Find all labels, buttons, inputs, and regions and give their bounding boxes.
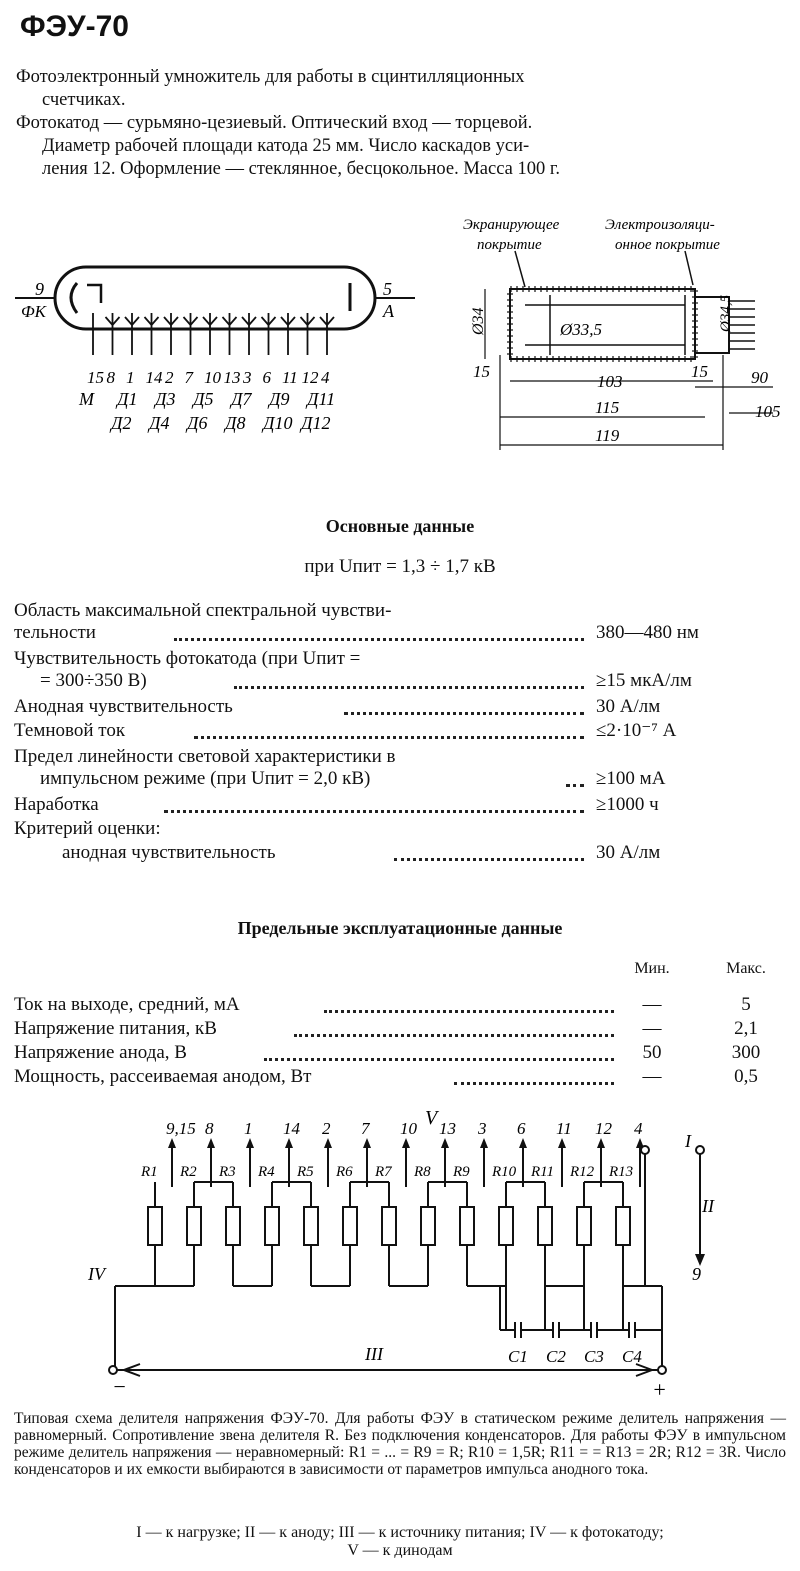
pin-number: 8	[106, 368, 115, 387]
right-electrode-label: А	[383, 301, 394, 321]
legend-line: I — к нагрузке; II — к аноду; III — к источнику питания; IV — к фотокатоду;	[136, 1524, 664, 1541]
intro-line: Фотоэлектронный умножитель для работы в сцинтилляционных	[16, 67, 525, 87]
dynode-label: Д7	[231, 389, 252, 409]
limit-min: —	[642, 1018, 662, 1039]
label-plus: +	[652, 1377, 667, 1402]
dim-90: 90	[751, 368, 768, 387]
resistor-label: R2	[180, 1164, 197, 1180]
spec-row	[14, 842, 754, 864]
resistor-label: R4	[258, 1164, 275, 1180]
label-III: III	[365, 1344, 383, 1364]
dynode-label: Д12	[301, 413, 331, 433]
plus-terminal	[658, 1366, 666, 1374]
pin-number-row	[87, 368, 330, 387]
label-9: 9	[692, 1264, 701, 1284]
spec-label: Чувствительность фотокатода (при Uпит =	[14, 648, 361, 669]
tube-pinout-diagram	[15, 255, 415, 445]
resistor	[421, 1207, 435, 1245]
dynode-label: Д2	[111, 413, 132, 433]
dynode-label: Д11	[307, 389, 336, 409]
pin-number: 11	[282, 368, 298, 387]
capacitor-label: C4	[622, 1347, 642, 1366]
spec-row	[14, 818, 754, 840]
pin-number: 3	[243, 368, 252, 387]
insulating-coating-label-2: онное покрытие	[615, 237, 720, 253]
pin-number: 4	[321, 368, 330, 387]
pin-number: 2	[165, 368, 174, 387]
limit-row	[14, 1018, 784, 1040]
dynode-label: Д10	[263, 413, 293, 433]
spec-row	[14, 720, 754, 742]
pin-label: 6	[517, 1119, 526, 1138]
dim-103: 103	[597, 372, 623, 391]
pin-number: 7	[184, 368, 193, 387]
intro-text	[16, 66, 786, 181]
limit-max: 5	[741, 994, 751, 1015]
intro-line: ления 12. Оформление — стеклянное, бесцокольное. Масса 100 г.	[42, 159, 560, 179]
spec-value: ≥15 мкА/лм	[596, 670, 692, 691]
capacitor-label: C3	[584, 1347, 604, 1366]
spec-label: = 300÷350 В)	[40, 670, 147, 691]
limit-row	[14, 1042, 784, 1064]
focusing-electrode	[87, 285, 101, 303]
limit-max: 0,5	[734, 1066, 758, 1087]
resistor-label: R6	[336, 1164, 353, 1180]
spec-value: 30 А/лм	[596, 696, 661, 717]
spec-label: импульсном режиме (при Uпит = 2,0 кВ)	[40, 768, 371, 789]
resistor-label: R9	[453, 1164, 470, 1180]
intro-line: счетчиках.	[42, 90, 126, 110]
right-pin-label: 5	[383, 279, 392, 299]
resistor	[265, 1207, 279, 1245]
label-IV: IV	[88, 1264, 105, 1284]
limit-row	[14, 994, 784, 1016]
pin-arrow	[519, 1138, 527, 1148]
limit-label: Мощность, рассеиваемая анодом, Вт	[14, 1066, 312, 1087]
pin-arrow	[246, 1138, 254, 1148]
spec-row	[14, 600, 754, 644]
pin-label: 4	[634, 1119, 643, 1138]
tube-pins	[93, 313, 334, 355]
spec-label: Анодная чувствительность	[14, 696, 233, 717]
pin-arrow	[558, 1138, 566, 1148]
pin-label: 8	[205, 1119, 214, 1138]
resistor-label: R1	[141, 1164, 158, 1180]
pin-label: 12	[595, 1119, 612, 1138]
spec-label: анодная чувствительность	[62, 842, 276, 863]
dim-119: 119	[595, 426, 620, 445]
spec-value: 30 А/лм	[596, 842, 661, 863]
pin-label: 10	[400, 1119, 417, 1138]
pin-arrow	[285, 1138, 293, 1148]
resistor	[616, 1207, 630, 1245]
dynode-label: Д6	[187, 413, 208, 433]
pin-arrow	[597, 1138, 605, 1148]
dim-15b: 15	[691, 362, 708, 381]
resistor	[382, 1207, 396, 1245]
pin-label: 14	[283, 1119, 300, 1138]
limit-max: 2,1	[734, 1018, 758, 1039]
resistor-label: R11	[531, 1164, 555, 1180]
resistor-label: R3	[219, 1164, 236, 1180]
label-II: II	[702, 1196, 714, 1216]
pin-arrow	[441, 1138, 449, 1148]
resistor	[304, 1207, 318, 1245]
resistor	[460, 1207, 474, 1245]
pin-number: 6	[262, 368, 271, 387]
dynode-row-1	[78, 389, 335, 409]
minus-terminal	[109, 1366, 117, 1374]
pin-number: 13	[223, 368, 241, 387]
resistor	[226, 1207, 240, 1245]
resistor	[538, 1207, 552, 1245]
resistor-label: R7	[375, 1164, 392, 1180]
dim-d34: Ø34	[470, 307, 487, 335]
dynode-label: Д3	[155, 389, 176, 409]
label-I: I	[685, 1131, 691, 1151]
pin-label: 13	[439, 1119, 456, 1138]
label-V: V	[425, 1107, 438, 1129]
limit-row	[14, 1066, 784, 1088]
left-pin-label: 9	[35, 279, 44, 299]
dimension-drawing	[455, 205, 790, 460]
intro-line: Фотокатод — сурьмяно-цезиевый. Оптический вход — торцевой.	[16, 113, 533, 133]
spec-label: Предел линейности световой характеристики в	[14, 746, 396, 767]
spec-row	[14, 648, 754, 692]
dim-d345: Ø34,5	[718, 294, 734, 332]
resistor	[187, 1207, 201, 1245]
pin-label: 9,15	[166, 1119, 196, 1138]
resistor-label: R8	[414, 1164, 431, 1180]
pin-label: 7	[361, 1119, 370, 1138]
pin-label: 11	[556, 1119, 572, 1138]
page-title: ФЭУ-70	[20, 10, 129, 43]
resistor	[577, 1207, 591, 1245]
limit-label: Напряжение анода, В	[14, 1042, 187, 1063]
spec-label: Критерий оценки:	[14, 818, 161, 839]
pin-arrow	[207, 1138, 215, 1148]
limit-label: Ток на выходе, средний, мА	[14, 994, 240, 1015]
limit-label: Напряжение питания, кВ	[14, 1018, 217, 1039]
dynode-row-2	[109, 413, 330, 433]
dynode-label: Д9	[269, 389, 290, 409]
intro-line: Диаметр рабочей площади катода 25 мм. Число каскадов уси-	[42, 136, 530, 156]
pin-number: 10	[204, 368, 221, 387]
pin-label: 1	[244, 1119, 253, 1138]
dynode-label: Д1	[117, 389, 138, 409]
spec-label: Темновой ток	[14, 720, 126, 741]
pin-number: 15	[87, 368, 104, 387]
dim-15a: 15	[473, 362, 490, 381]
pin-arrow	[168, 1138, 176, 1148]
output-terminal	[641, 1146, 649, 1154]
main-data-condition: при Uпит = 1,3 ÷ 1,7 кВ	[304, 556, 496, 577]
dim-105: 105	[755, 402, 781, 421]
dynode-label: Д4	[149, 413, 170, 433]
col-min-header: Мин.	[634, 960, 670, 977]
resistor-label: R13	[609, 1164, 634, 1180]
capacitor-label: C1	[508, 1347, 528, 1366]
anode-terminal	[696, 1146, 704, 1154]
tube-outline	[510, 289, 695, 359]
limit-max: 300	[731, 1042, 761, 1063]
spec-value: 380—480 нм	[596, 622, 699, 643]
spec-label: Наработка	[14, 794, 99, 815]
dim-d33: Ø33,5	[560, 320, 603, 339]
limit-min: —	[642, 994, 662, 1015]
col-max-header: Макс.	[726, 960, 766, 977]
capacitor-label: C2	[546, 1347, 566, 1366]
limits-header-row	[14, 958, 784, 980]
spec-row	[14, 696, 754, 718]
dynode-label: М	[79, 389, 94, 409]
schematic-legend	[14, 1524, 786, 1560]
voltage-divider-schematic	[80, 1102, 760, 1402]
pin-arrow	[363, 1138, 371, 1148]
pin-arrow	[480, 1138, 488, 1148]
resistor	[148, 1207, 162, 1245]
dynode-label: Д5	[193, 389, 214, 409]
pin-arrow	[402, 1138, 410, 1148]
photocathode-symbol	[71, 283, 77, 313]
dim-115: 115	[595, 398, 620, 417]
resistor-label: R12	[570, 1164, 595, 1180]
insulating-coating-label: Электроизоляци-	[605, 217, 715, 233]
schematic-body	[109, 1119, 705, 1376]
resistor-label: R5	[297, 1164, 314, 1180]
legend-line: V — к динодам	[347, 1542, 453, 1559]
dynode-label: Д8	[225, 413, 246, 433]
limits-heading: Предельные эксплуатационные данные	[237, 918, 563, 938]
spec-value: ≥100 мА	[596, 768, 666, 789]
pin-number: 1	[126, 368, 135, 387]
spec-row	[14, 794, 754, 816]
screen-coating-label: Экранирующее	[463, 217, 560, 233]
pin-label: 2	[322, 1119, 331, 1138]
left-electrode-label: ФК	[21, 302, 46, 321]
resistor-label: R10	[492, 1164, 517, 1180]
main-data-heading: Основные данные	[325, 516, 475, 536]
resistor	[343, 1207, 357, 1245]
label-minus: −	[112, 1374, 127, 1399]
pin-arrow	[324, 1138, 332, 1148]
pin-number: 12	[301, 368, 319, 387]
screen-coating-label-2: покрытие	[477, 237, 542, 253]
limit-min: 50	[642, 1042, 662, 1063]
spec-value: ≥1000 ч	[596, 794, 659, 815]
pin-number: 14	[145, 368, 163, 387]
schematic-caption: Типовая схема делителя напряжения ФЭУ-70. Для работы ФЭУ в статическом режиме делитель напряжения — равномерный. Сопротивление звена делителя R. Без подключения конденсаторов. Для работы ФЭУ в импульсном режиме делитель напряжения — неравномерный: R1 = ... = R9 = R; R10 = 1,5R; R11 = = R13 = 2R; R12 = 3R. Число конденсаторов и их емкости выбираются в зависимости от параметров импульса анодного тока.	[14, 1410, 786, 1478]
limit-min: —	[642, 1066, 662, 1087]
spec-label: тельности	[14, 622, 96, 643]
spec-value: ≤2·10⁻⁷ А	[596, 720, 677, 741]
pin-label: 3	[478, 1119, 487, 1138]
spec-row	[14, 746, 754, 790]
spec-label: Область максимальной спектральной чувстви-	[14, 600, 392, 621]
resistor	[499, 1207, 513, 1245]
